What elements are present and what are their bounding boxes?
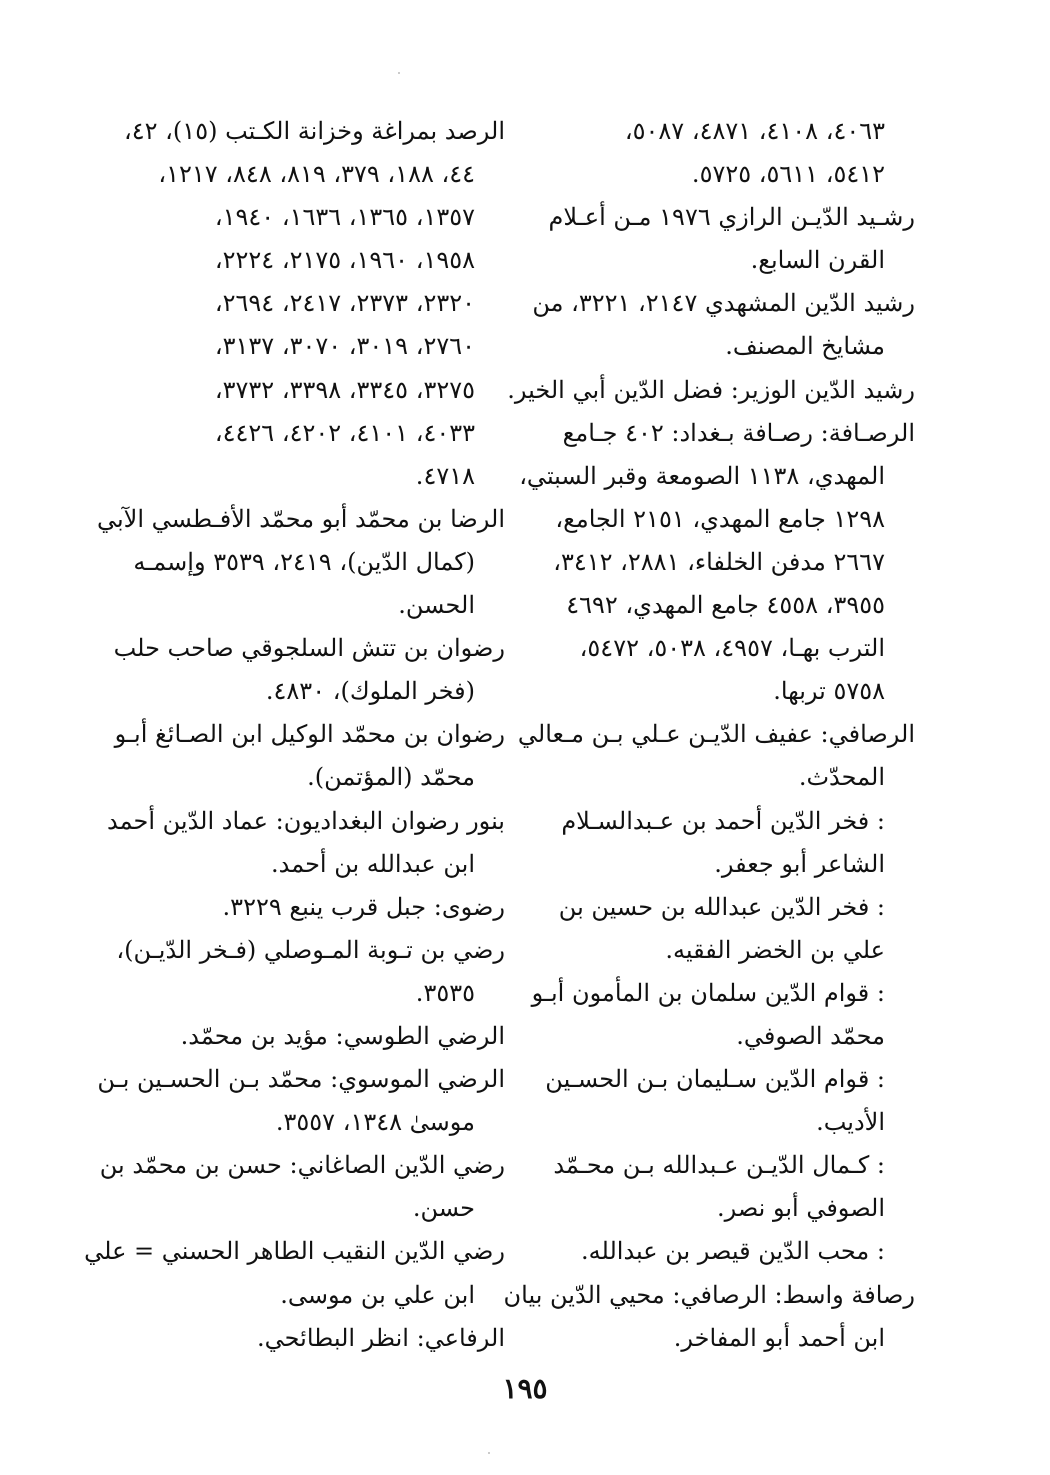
index-line: موسىٰ ١٣٤٨، ٣٥٥٧. <box>275 1108 475 1137</box>
index-line: : محب الدّين قيصر بن عبدالله. <box>581 1237 885 1266</box>
index-line: رضوان بن محمّد الوكيل ابن الصـائغ أبـو <box>114 720 505 749</box>
scan-mark-bottom <box>488 1452 490 1454</box>
index-line: رضي بن تـوبة المـوصلي (فـخر الدّيـن)، <box>116 935 505 964</box>
index-line: : فخر الدّين عبدالله بن حسين بن <box>558 892 885 921</box>
index-line: الرصـافة: رصـافة بـغداد: ٤٠٢ جـامع <box>562 418 915 447</box>
index-line: الرضا بن محمّد أبو محمّد الأفـطسي الآبي <box>96 504 505 533</box>
index-line: ٤٠٦٣، ٤١٠٨، ٤٨٧١، ٥٠٨٧، <box>624 117 885 145</box>
index-line: الأديب. <box>816 1108 885 1137</box>
index-line: الترب بهـا، ٤٩٥٧، ٥٠٣٨، ٥٤٧٢، <box>579 634 885 663</box>
index-line: رشيد الدّين المشهدي ٢١٤٧، ٣٢٢١، من <box>532 289 915 318</box>
page-number: ١٩٥ <box>502 1372 548 1405</box>
index-line: رشـيد الدّيـن الرازي ١٩٧٦ مـن أعـلام <box>548 203 915 232</box>
index-line: رشيد الدّين الوزير: فضل الدّين أبي الخير. <box>507 375 915 404</box>
index-line: ٤٤، ١٨٨، ٣٧٩، ٨١٩، ٨٤٨، ١٢١٧، <box>158 160 475 189</box>
index-line: : قوام الدّين سلمان بن المأمون أبـو <box>531 978 885 1007</box>
index-line: ٣٥٣٥. <box>415 978 475 1007</box>
index-line: : قوام الدّين سـليمان بـن الحسـين <box>545 1065 885 1094</box>
index-line: الشاعر أبو جعفر. <box>714 849 885 878</box>
index-column-left <box>84 110 505 1360</box>
index-line: حسن. <box>412 1194 475 1223</box>
index-line: محمّد الصوفي. <box>736 1021 885 1050</box>
index-line: ابن عبدالله بن أحمد. <box>270 849 475 878</box>
index-line: : كـمال الدّيـن عـبدالله بـن محـمّد <box>553 1151 885 1180</box>
index-line: رضوى: جبل قرب ينبع ٣٢٢٩. <box>222 892 505 921</box>
index-line: الرصافي: عفيف الدّيـن عـلي بـن مـعالي <box>517 720 915 749</box>
index-line: ١٢٩٨ جامع المهدي، ٢١٥١ الجامع، <box>555 504 885 533</box>
index-line: ٤٠٣٣، ٤١٠١، ٤٢٠٢، ٤٤٢٦، <box>214 418 475 447</box>
index-line: ٣٩٥٥، ٤٥٥٨ جامع المهدي، ٤٦٩٢ <box>566 591 885 620</box>
index-line: ٢٦٦٧ مدفن الخلفاء، ٢٨٨١، ٣٤١٢، <box>553 547 885 576</box>
index-line: ٥٧٥٨ تربها. <box>773 677 885 706</box>
index-line: ٢٣٢٠، ٢٣٧٣، ٢٤١٧، ٢٦٩٤، <box>214 289 475 318</box>
index-line: ١٣٥٧، ١٣٦٥، ١٦٣٦، ١٩٤٠، <box>214 203 475 232</box>
index-line: المحدّث. <box>798 763 885 792</box>
index-line: الرصد بمراغة وخزانة الكـتب (١٥)، ٤٢، <box>124 117 505 145</box>
index-line: ٢٧٦٠، ٣٠١٩، ٣٠٧٠، ٣١٣٧، <box>214 332 475 361</box>
index-line: مشايخ المصنف. <box>725 332 885 361</box>
index-line: رضي الدّين الصاغاني: حسن بن محمّد بن <box>99 1151 505 1180</box>
index-column-right <box>503 110 915 1360</box>
index-line: رضي الدّين النقيب الطاهر الحسني = علي <box>84 1237 505 1266</box>
index-line: الرضي الموسوي: محمّد بـن الحسـين بـن <box>97 1065 505 1094</box>
index-line: ٣٢٧٥، ٣٣٤٥، ٣٣٩٨، ٣٧٣٢، <box>214 375 475 404</box>
index-line: ٥٤١٢، ٥٦١١، ٥٧٢٥. <box>691 160 885 189</box>
index-line: رضوان بن تتش السلجوقي صاحب حلب <box>113 634 505 663</box>
index-line: القرن السابع. <box>750 246 885 275</box>
scan-mark-top <box>398 72 400 74</box>
index-line: الرفاعي: انظر البطائحي. <box>257 1323 505 1352</box>
index-line: (فخر الملوك)، ٤٨٣٠. <box>265 677 475 706</box>
index-line: الرضي الطوسي: مؤيد بن محمّد. <box>180 1021 505 1050</box>
index-line: الحسن. <box>398 591 475 620</box>
index-line: علي بن الخضر الفقيه. <box>665 935 885 964</box>
index-line: : فخر الدّين أحمد بن عـبدالسـلام <box>561 806 885 835</box>
index-line: ابن علي بن موسى. <box>280 1280 475 1309</box>
index-line: ابن أحمد أبو المفاخر. <box>673 1323 885 1352</box>
index-line: رصافة واسط: الرصافي: محيي الدّين بيان <box>503 1280 915 1309</box>
index-line: بنور رضوان البغداديون: عماد الدّين أحمد <box>107 806 505 835</box>
index-line: الصوفي أبو نصر. <box>716 1194 885 1223</box>
index-line: ١٩٥٨، ١٩٦٠، ٢١٧٥، ٢٢٢٤، <box>214 246 475 275</box>
index-line: محمّد (المؤتمن). <box>307 763 475 792</box>
index-line: المهدي، ١١٣٨ الصومعة وقبر السبتي، <box>519 461 885 490</box>
index-line: ٤٧١٨. <box>415 461 475 490</box>
index-line: (كمال الدّين)، ٢٤١٩، ٣٥٣٩ وإسمـه <box>133 547 475 576</box>
